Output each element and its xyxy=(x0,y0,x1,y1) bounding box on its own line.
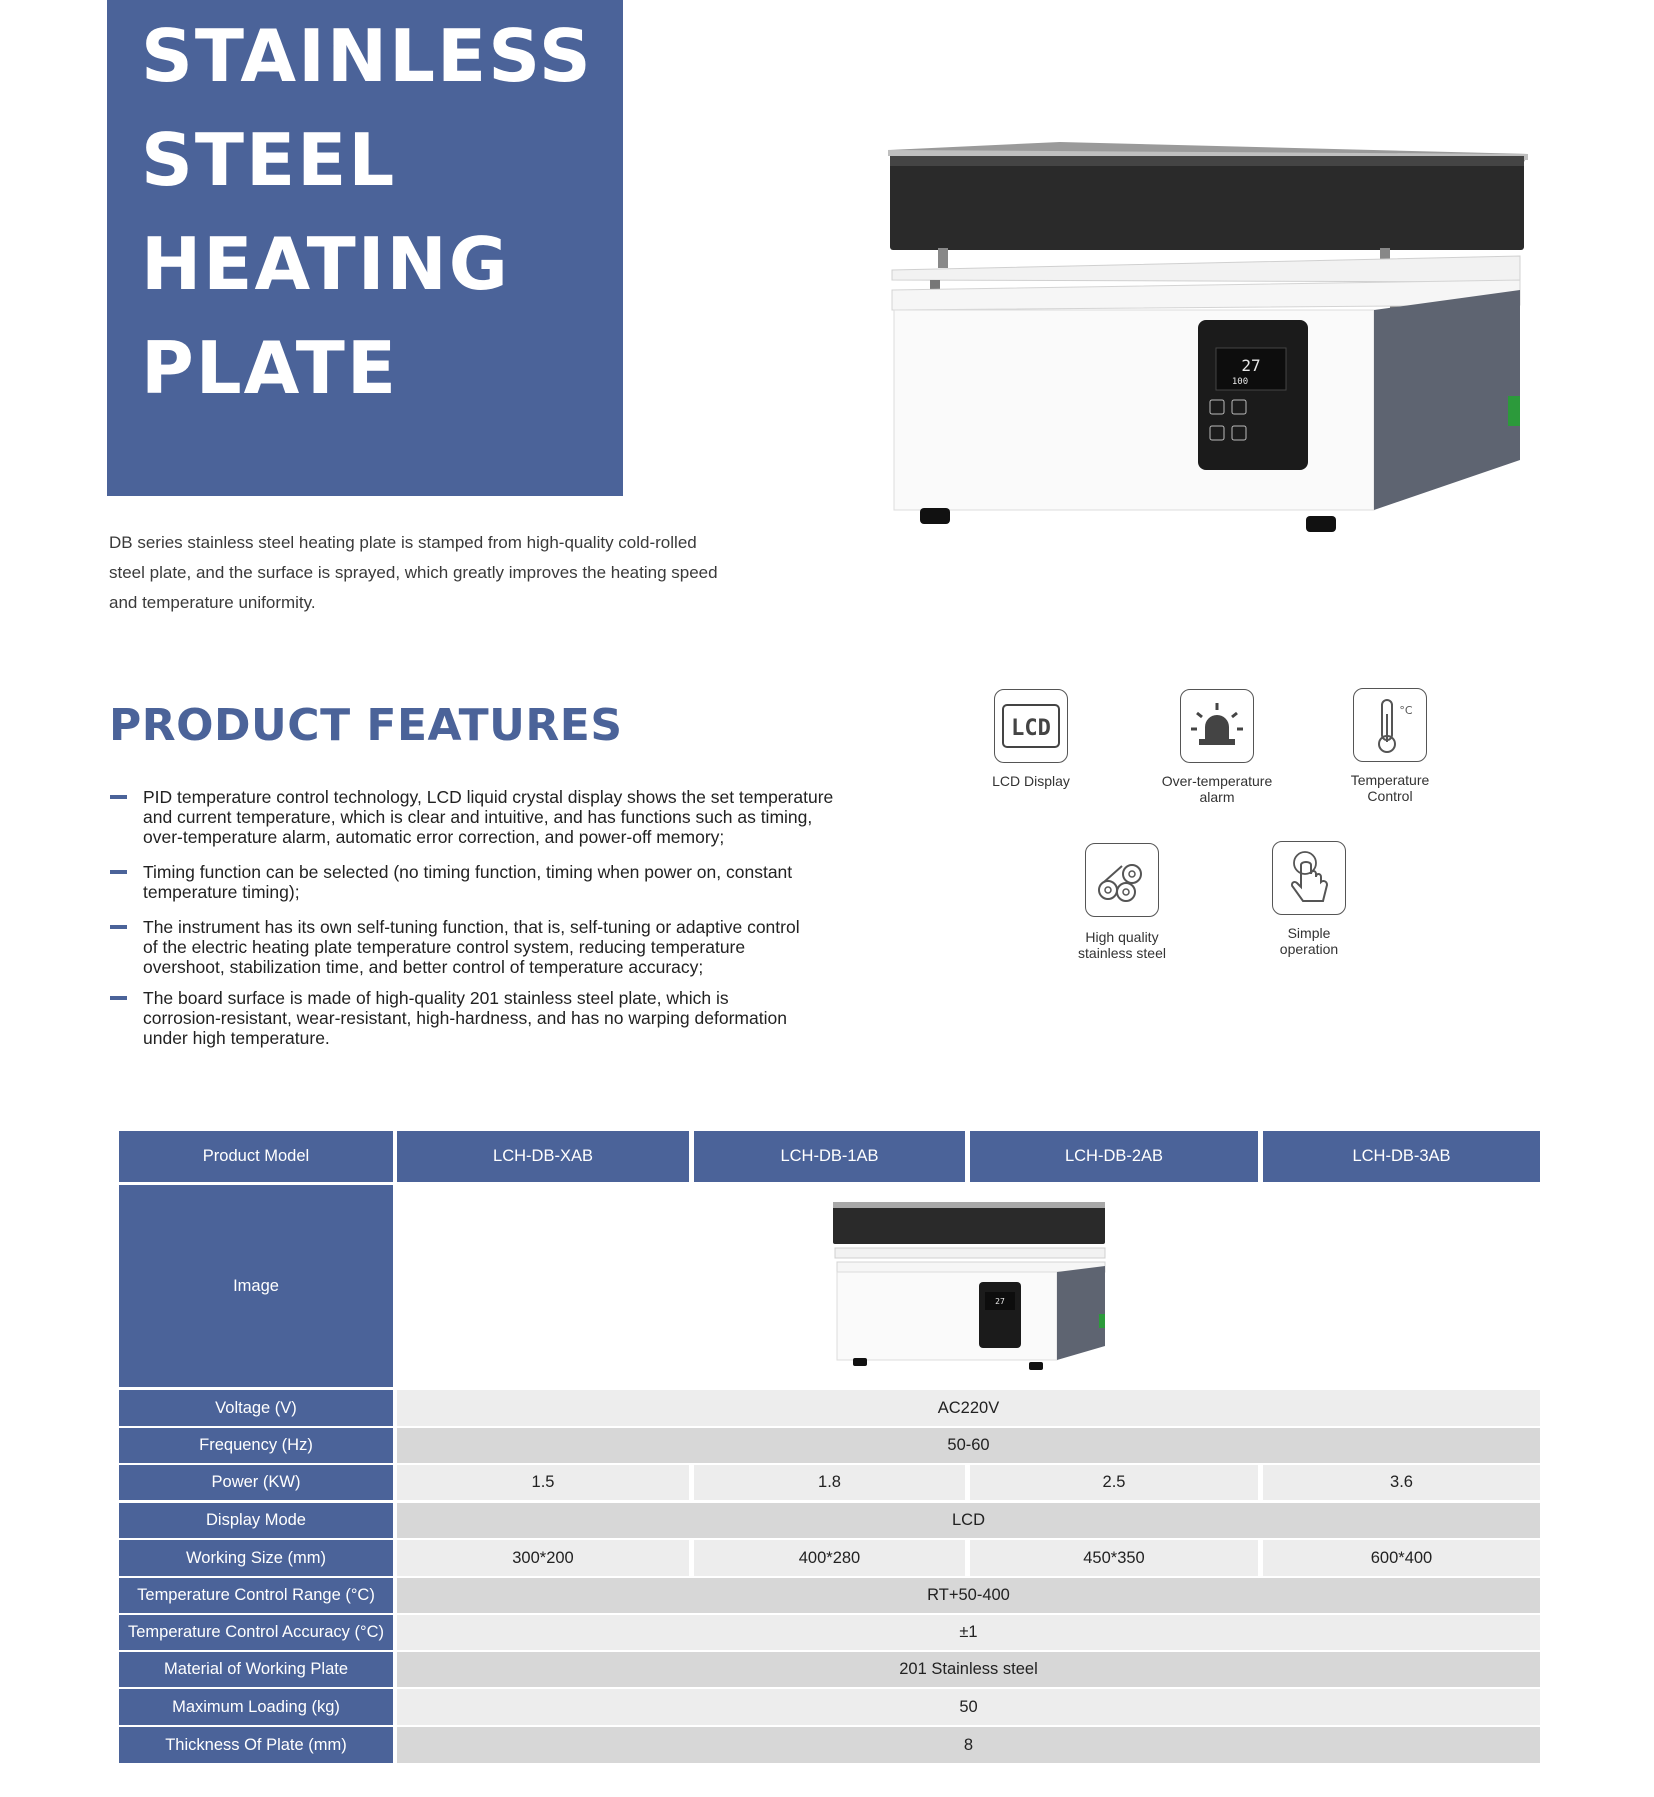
feature-item xyxy=(110,988,870,1048)
feature-icon-label xyxy=(1310,772,1470,804)
heating-plate-image xyxy=(880,130,1530,570)
feature-icon-label-line: High quality xyxy=(1085,929,1159,945)
spec-label: Frequency (Hz) xyxy=(119,1428,393,1463)
spec-value: 1.8 xyxy=(694,1465,965,1500)
spec-value: AC220V xyxy=(397,1390,1540,1426)
model-header: LCH-DB-1AB xyxy=(694,1131,965,1182)
feature-line: over-temperature alarm, automatic error correction, and power-off memory; xyxy=(143,827,725,847)
spec-value: ±1 xyxy=(397,1615,1540,1650)
intro-line: steel plate, and the surface is sprayed, which greatly improves the heating speed xyxy=(109,563,718,582)
title-line: STEEL xyxy=(141,118,397,202)
feature-icon-label-line: Over-temperature xyxy=(1161,773,1273,789)
spec-label: Material of Working Plate xyxy=(119,1652,393,1687)
bullet-dash xyxy=(110,870,127,874)
spec-value: 50 xyxy=(397,1689,1540,1725)
feature-line: PID temperature control technology, LCD liquid crystal display shows the set temperature xyxy=(143,787,834,807)
spec-label: Temperature Control Range (°C) xyxy=(119,1578,393,1613)
bullet-dash xyxy=(110,925,127,929)
feature-line: Timing function can be selected (no timing function, timing when power on, constant xyxy=(143,862,793,882)
title-line: HEATING xyxy=(141,222,510,306)
feature-icon-label xyxy=(1229,925,1389,957)
spec-label: Voltage (V) xyxy=(119,1390,393,1426)
image-row-label: Image xyxy=(119,1185,393,1387)
spec-label: Power (KW) xyxy=(119,1465,393,1500)
lcd-icon-text: LCD xyxy=(1011,716,1051,741)
spec-label: Thickness Of Plate (mm) xyxy=(119,1727,393,1763)
feature-icon-temperature xyxy=(1310,688,1470,804)
model-header: LCH-DB-XAB xyxy=(397,1131,689,1182)
thermometer-icon-text: °C xyxy=(1399,704,1413,717)
table-heating-plate-image xyxy=(829,1196,1109,1376)
spec-value: 201 Stainless steel xyxy=(397,1652,1540,1687)
spec-value: 2.5 xyxy=(970,1465,1258,1500)
spec-value: 50-60 xyxy=(397,1428,1540,1463)
touch-icon xyxy=(1272,841,1346,915)
feature-item xyxy=(110,862,870,902)
bullet-dash xyxy=(110,996,127,1000)
hero-display-temp: 27 xyxy=(1241,356,1261,375)
spec-value: 400*280 xyxy=(694,1540,965,1576)
spec-value: LCD xyxy=(397,1503,1540,1538)
title-line: STAINLESS xyxy=(141,14,593,98)
thermometer-icon xyxy=(1353,688,1427,762)
feature-icon-label-line: alarm xyxy=(1199,789,1235,805)
spec-label: Working Size (mm) xyxy=(119,1540,393,1576)
spec-label: Maximum Loading (kg) xyxy=(119,1689,393,1725)
feature-line: The instrument has its own self-tuning function, that is, self-tuning or adaptive control xyxy=(143,917,800,937)
feature-icon-label-line: Control xyxy=(1367,788,1413,804)
feature-icon-label xyxy=(1042,929,1202,961)
spec-value: 300*200 xyxy=(397,1540,689,1576)
feature-line: overshoot, stabilization time, and better control of temperature accuracy; xyxy=(143,957,704,977)
intro-line: and temperature uniformity. xyxy=(109,593,316,612)
feature-icon-label-line: Simple xyxy=(1287,925,1331,941)
table-product-image-cell xyxy=(397,1185,1540,1387)
feature-item xyxy=(110,787,870,847)
feature-icon-label: LCD Display xyxy=(992,773,1070,789)
feature-line: corrosion-resistant, wear-resistant, high-hardness, and has no warping deformation xyxy=(143,1008,787,1028)
feature-icon-label-line: Temperature xyxy=(1350,772,1430,788)
feature-icon-steel xyxy=(1042,843,1202,961)
spec-value: 1.5 xyxy=(397,1465,689,1500)
spec-value: 600*400 xyxy=(1263,1540,1540,1576)
feature-icon-label-line: stainless steel xyxy=(1078,945,1166,961)
table-display-temp: 27 xyxy=(994,1297,1005,1306)
feature-icon-label xyxy=(1137,773,1297,805)
feature-line: The board surface is made of high-quality 201 stainless steel plate, which is xyxy=(143,988,729,1008)
feature-icon-alarm xyxy=(1137,689,1297,805)
bullet-dash xyxy=(110,795,127,799)
intro-line: DB series stainless steel heating plate is stamped from high-quality cold-rolled xyxy=(109,533,697,552)
feature-line: temperature timing); xyxy=(143,882,300,902)
feature-icon-label-line: operation xyxy=(1279,941,1339,957)
model-header: LCH-DB-3AB xyxy=(1263,1131,1540,1182)
intro-paragraph xyxy=(109,528,759,618)
spec-value: 3.6 xyxy=(1263,1465,1540,1500)
feature-line: and current temperature, which is clear and intuitive, and has functions such as timing, xyxy=(143,807,813,827)
steel-rolls-icon xyxy=(1085,843,1159,917)
title-line: PLATE xyxy=(141,326,399,410)
spec-label: Temperature Control Accuracy (°C) xyxy=(119,1615,393,1650)
feature-icon-touch xyxy=(1229,841,1389,957)
spec-value: 8 xyxy=(397,1727,1540,1763)
feature-item xyxy=(110,917,870,977)
model-header: LCH-DB-2AB xyxy=(970,1131,1258,1182)
features-title: PRODUCT FEATURES xyxy=(109,700,623,751)
feature-icon-lcd xyxy=(951,689,1111,789)
table-header-label: Product Model xyxy=(119,1131,393,1182)
hero-display-set: 100 xyxy=(1231,377,1249,387)
spec-value: RT+50-400 xyxy=(397,1578,1540,1613)
feature-line: under high temperature. xyxy=(143,1028,330,1048)
feature-line: of the electric heating plate temperature control system, reducing temperature xyxy=(143,937,746,957)
lcd-icon xyxy=(994,689,1068,763)
alarm-icon xyxy=(1180,689,1254,763)
spec-label: Display Mode xyxy=(119,1503,393,1538)
spec-value: 450*350 xyxy=(970,1540,1258,1576)
title-block xyxy=(107,0,623,496)
